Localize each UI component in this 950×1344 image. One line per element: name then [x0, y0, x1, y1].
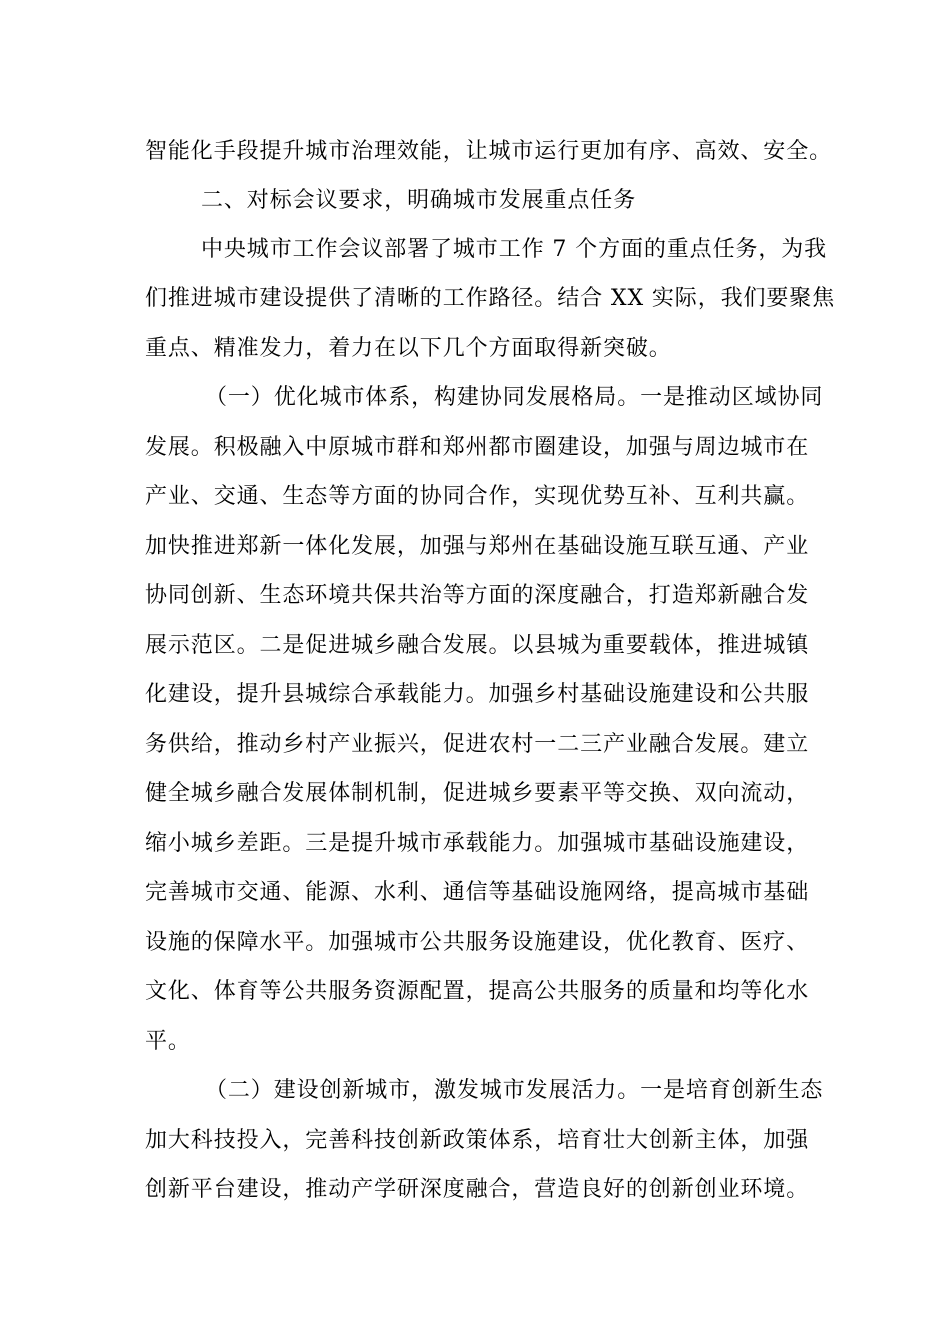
paragraph-line: 务供给，推动乡村产业振兴，促进农村一二三产业融合发展。建立	[145, 732, 810, 757]
paragraph-line: 产业、交通、生态等方面的协同合作，实现优势互补、互利共赢。	[145, 484, 810, 509]
paragraph-line: 设施的保障水平。加强城市公共服务设施建设，优化教育、医疗、	[145, 930, 810, 955]
paragraph-line: 展示范区。二是促进城乡融合发展。以县城为重要载体，推进城镇	[145, 633, 810, 658]
paragraph-line: 智能化手段提升城市治理效能，让城市运行更加有序、高效、安全。	[145, 139, 833, 164]
paragraph-line: 健全城乡融合发展体制机制，促进城乡要素平等交换、双向流动，	[145, 781, 810, 806]
paragraph-line: 文化、体育等公共服务资源配置，提高公共服务的质量和均等化水	[145, 979, 810, 1004]
paragraph-line: 化建设，提升县城综合承载能力。加强乡村基础设施建设和公共服	[145, 682, 810, 707]
paragraph-line: 中央城市工作会议部署了城市工作 7 个方面的重点任务，为我	[201, 237, 828, 262]
paragraph-line: 平。	[145, 1029, 191, 1054]
paragraph-line: 发展。积极融入中原城市群和郑州都市圈建设，加强与周边城市在	[145, 435, 810, 460]
section-heading: 二、对标会议要求，明确城市发展重点任务	[201, 188, 637, 213]
paragraph-line: 重点、精准发力，着力在以下几个方面取得新突破。	[145, 336, 672, 361]
paragraph-line: 们推进城市建设提供了清晰的工作路径。结合 XX 实际，我们要聚焦	[145, 286, 836, 311]
paragraph-line: （一）优化城市体系，构建协同发展格局。一是推动区域协同	[205, 385, 824, 410]
paragraph-line: 协同创新、生态环境共保共治等方面的深度融合，打造郑新融合发	[145, 583, 810, 608]
paragraph-line: 完善城市交通、能源、水利、通信等基础设施网络，提高城市基础	[145, 880, 810, 905]
paragraph-line: 缩小城乡差距。三是提升城市承载能力。加强城市基础设施建设，	[145, 831, 810, 856]
paragraph-line: 加大科技投入，完善科技创新政策体系，培育壮大创新主体，加强	[145, 1128, 810, 1153]
paragraph-line: 创新平台建设，推动产学研深度融合，营造良好的创新创业环境。	[145, 1177, 810, 1202]
paragraph-line: 加快推进郑新一体化发展，加强与郑州在基础设施互联互通、产业	[145, 534, 810, 559]
paragraph-line: （二）建设创新城市，激发城市发展活力。一是培育创新生态	[205, 1078, 824, 1103]
